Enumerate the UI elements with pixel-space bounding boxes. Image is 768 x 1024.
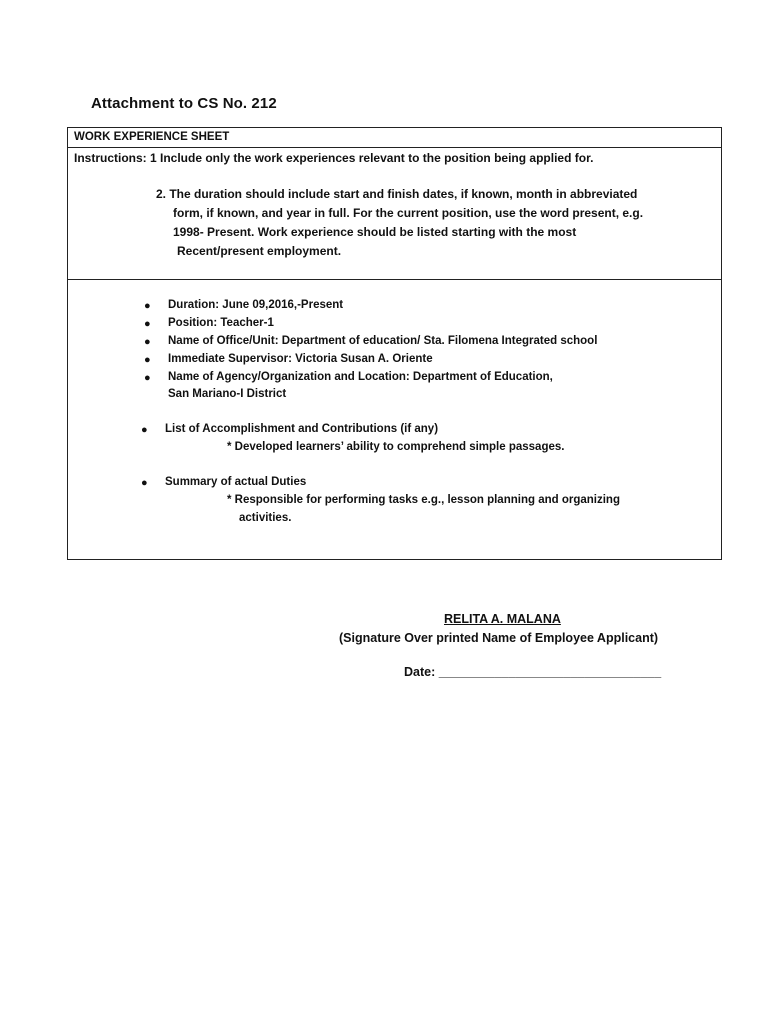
instruction-2-line: 2. The duration should include start and finish dates, if known, month in abbreviated [156, 187, 638, 201]
instruction-1: Instructions: 1 Include only the work experiences relevant to the position being applied for. [74, 151, 594, 165]
bullet-icon: ● [141, 424, 148, 436]
instructions-section [68, 148, 721, 280]
duties-label: Summary of actual Duties [165, 476, 307, 488]
accomplishments-label: List of Accomplishment and Contributions (if any) [165, 423, 439, 435]
detail-duration: Duration: June 09,2016,-Present [168, 299, 344, 311]
bullet-icon: ● [144, 336, 151, 348]
bullet-icon: ● [144, 354, 151, 366]
duty-item: * Responsible for performing tasks e.g., lesson planning and organizing [227, 494, 620, 506]
instruction-2-line: form, if known, and year in full. For the current position, use the word present, e.g. [173, 206, 644, 220]
sheet-header: WORK EXPERIENCE SHEET [68, 128, 721, 148]
applicant-name: RELITA A. MALANA [444, 612, 561, 626]
duty-item-continuation: activities. [239, 512, 292, 524]
detail-supervisor: Immediate Supervisor: Victoria Susan A. Oriente [168, 353, 433, 365]
date-field: Date: ________________________________ [404, 665, 662, 679]
experience-details [68, 280, 721, 559]
detail-office-unit: Name of Office/Unit: Department of education/ Sta. Filomena Integrated school [168, 335, 598, 347]
instruction-2-line: 1998- Present. Work experience should be listed starting with the most [173, 225, 577, 239]
attachment-title: Attachment to CS No. 212 [91, 95, 277, 112]
detail-agency-continuation: San Mariano-I District [168, 388, 287, 400]
detail-agency: Name of Agency/Organization and Location: Department of Education, [168, 371, 553, 383]
bullet-icon: ● [144, 372, 151, 384]
bullet-icon: ● [144, 300, 151, 312]
bullet-icon: ● [141, 477, 148, 489]
signature-caption: (Signature Over printed Name of Employee Applicant) [339, 631, 659, 645]
detail-position: Position: Teacher-1 [168, 317, 274, 329]
instruction-2-line: Recent/present employment. [177, 244, 342, 258]
bullet-icon: ● [144, 318, 151, 330]
accomplishment-item: * Developed learners’ ability to comprehend simple passages. [227, 441, 565, 453]
work-experience-sheet [67, 127, 722, 560]
